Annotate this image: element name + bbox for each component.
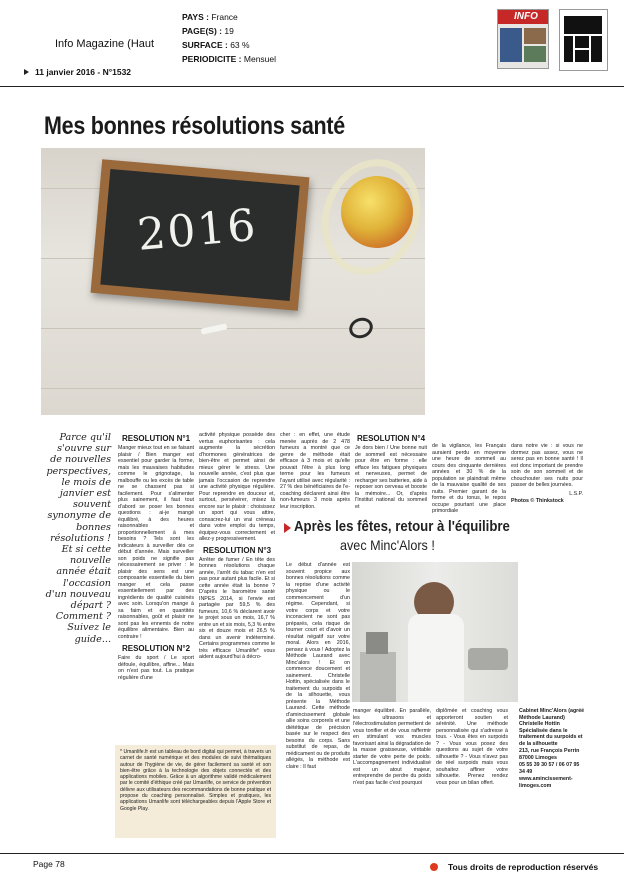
article-headline: Mes bonnes résolutions santé (44, 112, 346, 140)
article-column-4 (355, 432, 427, 511)
advert-title-line-1: Après les fêtes, retour à l'équilibre (294, 518, 510, 535)
footer-rights-row (430, 862, 620, 874)
pays-label: PAYS : (182, 12, 209, 22)
pages-value: 19 (224, 26, 234, 36)
column-2-text: activité physique possède des vertus euphorisantes : cela augmente la sécrétion d'hormones génératrices de bien-être et permet ainsi de mieux gérer le stress. Une nouvelle année, c'est plus que jamais l'occasion de reprendre une activité physique régulière. Pour reprendre en douceur et, surtout, persévérer, misez là encore sur le plaisir : choisissez un sport qui vous attire, consacrez-lui un vrai créneau dans votre emploi du temps, équipez-vous correctement et allez-y progressivement. (199, 432, 275, 542)
pages-label: PAGE(S) : (182, 26, 222, 36)
advert-photo (352, 562, 518, 702)
photo-credit: Photos © Thinkstock (511, 498, 564, 504)
advert-contact-web[interactable]: www.amincissement-limoges.com (519, 776, 573, 789)
advert-contact-address: 213, rue François Perrin 87000 Limoges (519, 748, 580, 761)
advert-column-1-text: Le début d'année est souvent propice aux bonnes résolutions comme la reprise d'une activité physique ou le commencement d'un régime. Cependant, si votre corps et votre inconscient ne sont pas préparés, cela risque de tourner court et d'avoir un résultat négatif sur votre moral. Alors en 2016, pensez à vous ! Adoptez la Méthode Laurand avec Minc'alors ! Et on commence doucement et sainement. Christelle Hottin, spécialisée dans le traitement du surpoids et de la silhouette, vous présente la Méthode Laurand. Cette méthode d'amincissement globale allie soins corporels et une diététique de précision basée sur le respect des besoins du corps. Sans substitut de repas, de médicament ou de produits allégés, la méthode est claire : Il faut (286, 562, 350, 770)
resolution-2-text: Faire du sport / Le sport défoule, équilibre, affine... Mais on n'est pas tout. La pratique régulière d'une (118, 655, 194, 681)
publication-title: Info Magazine (Haut (55, 38, 155, 50)
advert-column-2-text: manger équilibré. En parallèle, les ultrasons et l'électrostimulation permettent de vous tonifier et de vous raffermir en stimulant vos muscles favorisant ainsi la dégradation de la masse graisseuse, véritable starter de votre perte de poids. L'accompagnement individualisé est un atout majeur, entreprendre de perdre du poids n'est pas facile c'est pourquoi (353, 708, 431, 786)
advert-block (280, 515, 586, 842)
cover-masthead: INFO (514, 11, 538, 22)
red-dot-icon (430, 863, 438, 871)
cover-thumbnail (497, 9, 549, 69)
advert-contact-name: Cabinet Minc'Alors (agréé Méthode Laurand) Christelle Hottin Spécialisée dans le traitement du surpoids et de la silhouette (519, 708, 585, 747)
surface-label: SURFACE : (182, 40, 228, 50)
tape-measure (306, 148, 425, 289)
umanlife-note: * Umanlife.fr est un tableau de bord digital qui permet, à travers un carnet de santé numérique et des modules de suivi thématiques autour de l'hygiène de vie, de gérer facilement sa santé et son bien-être grâce à la technologie des objets connectés et des applications mobiles. Grâce à un algorithme validé médicalement par le comité d'éthique créé par Umanlife, ce service de prévention délivre aux utilisateurs des recommandations de bonne pratique et propose du coaching personnalisé. Simples et pratiques, les applications Umanlife sont téléchargeables depuis l'Apple Store et Google Play. (120, 749, 271, 812)
article-signature: L.S.P. (569, 490, 583, 497)
issue-date: 11 janvier 2016 - N°1532 (35, 67, 132, 77)
advert-contact (519, 708, 585, 790)
column-6-text: dans notre vie : si vous ne dormez pas assez, vous ne serez pas en bonne santé ! Il est donc important de prendre soin de son sommeil et de chouchouter ses nuits pour passer de belles journées. (511, 443, 583, 488)
article-column-2 (199, 432, 275, 662)
advert-column-1 (286, 562, 350, 771)
article-column-5 (432, 443, 506, 516)
column-3-text: cher : en effet, une étude menée auprès de 2 478 fumeurs a montré que ce genre de méthode était efficace à 3 mois et qu'elle pouvait l'être à plus long terme pour les fumeurs l'ayant utilisé avec régularité : 27 % des bénéficiaires de l'e-coaching déclarent ainsi être non-fumeurs 3 mois après leur inscription. (280, 432, 350, 510)
resolution-3-title: RESOLUTION N°3 (202, 545, 272, 555)
meta-block (182, 12, 382, 68)
surface-value: 63 % (230, 40, 250, 50)
advert-bullet-icon (284, 523, 291, 533)
chalkboard (91, 159, 310, 311)
footer-rights: Tous droits de reproduction réservés (448, 862, 599, 872)
resolution-4-title: RESOLUTION N°4 (356, 434, 426, 443)
article-column-6 (511, 443, 583, 506)
resolution-3-text: Arrêter de fumer / En tête des bonnes résolutions chaque année, l'arrêt du tabac n'en est pas pour autant plus facile. Et si cette année était la bonne ? D'après le baromètre santé INPES 2014, si l'envie est partagée par 59,5 % des fumeurs, 10,6 % déclarent avoir le projet sous un mois, 16,7 % entre un et six mois, 5,3 % entre six et douze mois et 26,5 % dans un avenir indéterminé. Certains programmes comme le très efficace Umanlife* vous aident aujourd'hui à décro- (199, 556, 275, 660)
footer-rule (0, 853, 624, 854)
page-layout-thumbnail (559, 9, 608, 71)
advert-column-2 (353, 708, 431, 787)
resolution-1-title: RESOLUTION N°1 (121, 434, 191, 443)
periodicite-label: PERIODICITE : (182, 54, 242, 64)
chalk-piece (201, 323, 228, 334)
header-rule (0, 86, 624, 87)
pays-value: France (211, 12, 238, 22)
chalkboard-year: 2016 (135, 199, 260, 261)
resolution-1-text: Manger mieux tout en se faisant plaisir / Bien manger est essentiel pour garder la forme, mais les mauvaises habitudes comme le grignotage, la malbouffe ou les excès de table ne se chassent pas si facilement. Pour s'alimenter plus sainement, il faut tout d'abord se poser les bonnes questions : ai-je mangé équilibré, à des heures raisonnables et proportionnellement à mes besoins ? Tels sont les indicateurs à surveiller dès ce début d'année. Mais surveiller son poids ne signifie pas nécessairement se priver : le plaisir des sens est une composante essentielle du bien manger et cela passe essentiellement par des ingrédients de qualité cuisinés avec soin. Lorsqu'on mange à sa faim et en quantités raisonnables, goût et plaisir ne sont pas les ennemis de notre équilibre alimentaire. Bien au contraire ! (118, 445, 194, 640)
column-5-text: de la vigilance, les Français auraient perdu en moyenne une heure de sommeil au cours des cinquante dernières années et 30 % de la population se plaindrait même de la mauvaise qualité de ses nuits. Premier garant de la forme et du tonus, le repos occupe pourtant une place primordiale (432, 443, 506, 514)
footer-page-number: Page 78 (33, 859, 65, 869)
resolution-2-title: RESOLUTION N°2 (121, 644, 191, 653)
periodicite-value: Mensuel (243, 54, 277, 64)
umanlife-note-box (115, 745, 276, 838)
hero-photo (41, 148, 425, 415)
article-column-3 (280, 432, 350, 511)
play-icon (24, 69, 29, 75)
issue-date-row (24, 67, 194, 79)
resolution-4-text: Je dors bien / Une bonne nuit de sommeil est nécessaire pour être en forme : elle efface les fatigues physiques et nerveuses, permet de recharger ses batteries, aide à reposer son cerveau et booste la mémoire... Or, d'après l'Institut national du sommeil et (355, 445, 427, 510)
advert-column-3 (436, 708, 508, 787)
advert-title-line-2: avec Minc'Alors ! (340, 537, 435, 553)
article-intro: Parce qu'il s'ouvre sur de nouvelles perspectives, le mois de janvier est souvent synonyme de bonnes résolutions ! Et si cette nouvelle année était l'occasion d'un nouveau départ ? Comment ? Suivez le guide... (45, 432, 111, 645)
advert-column-3-text: diplômée et coaching vous apporteront soutien et sérénité. Une méthode personnalisée qui s'adresse à tous. - Vous êtes en surpoids ? - Vous vous posez des questions au sujet de votre silhouette ? - Vous n'avez pas de réel surpoids mais vous souhaitez affiner votre silhouette. Prenez rendez vous pour un bilan offert. (436, 708, 508, 786)
advert-contact-phone: 05 55 39 30 57 / 06 07 95 34 49 (519, 762, 580, 775)
article-column-1 (118, 432, 194, 682)
